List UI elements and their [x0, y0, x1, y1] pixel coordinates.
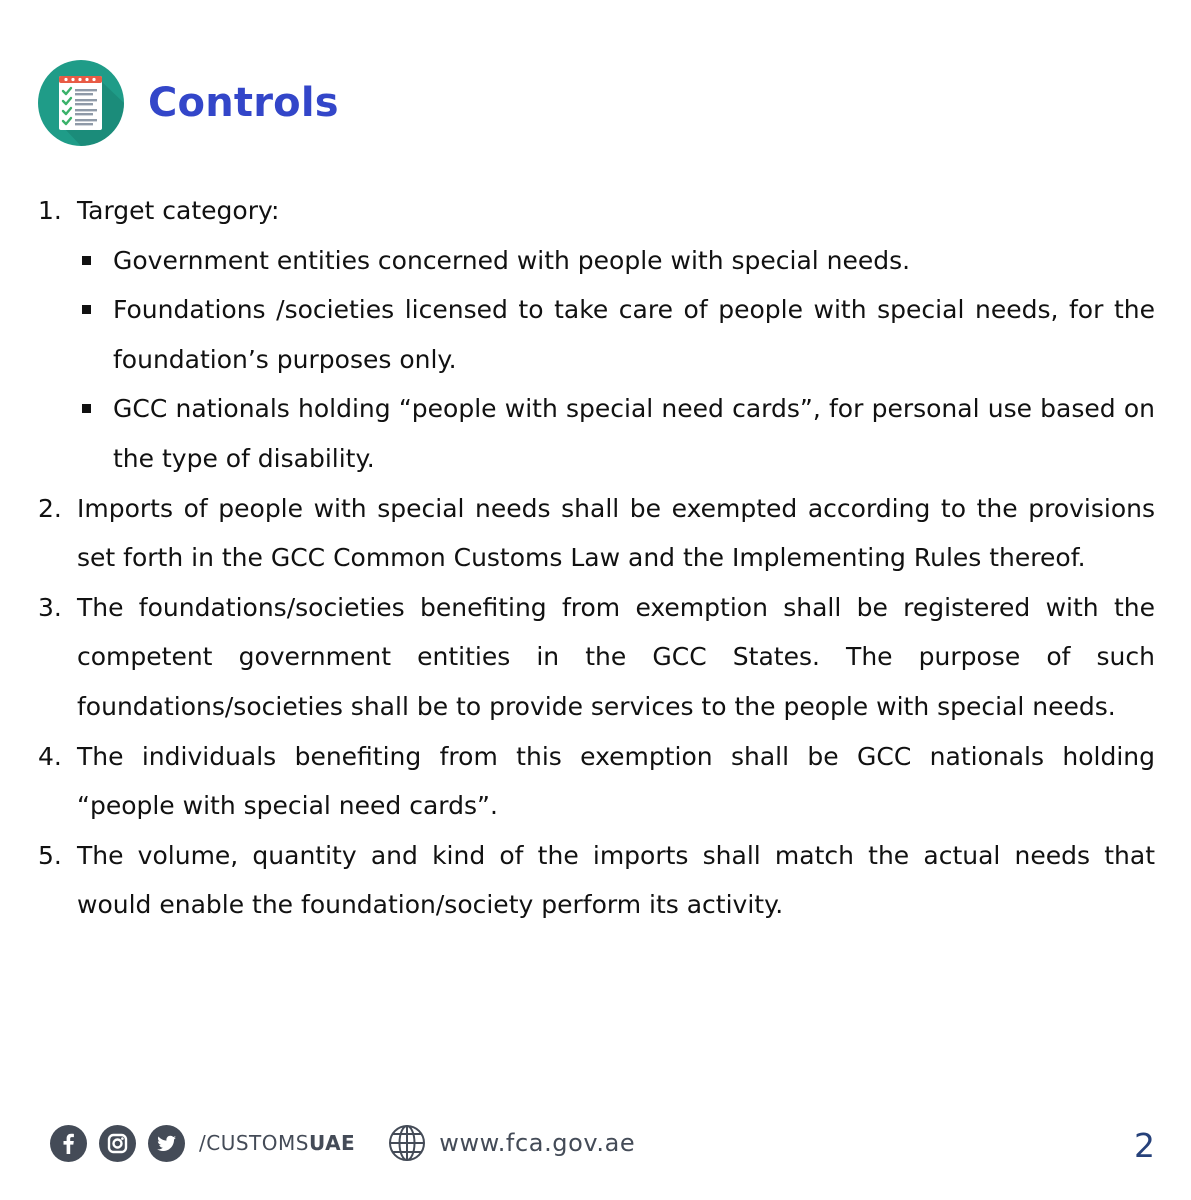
list-number: 1.	[38, 196, 62, 225]
social-handle-prefix: /CUSTOMS	[199, 1131, 309, 1155]
website-link[interactable]: www.fca.gov.ae	[439, 1129, 636, 1157]
facebook-icon[interactable]	[50, 1125, 87, 1162]
square-bullet-icon	[82, 404, 91, 413]
sub-list-item	[77, 285, 1155, 384]
list-item	[38, 484, 1155, 583]
list-number: 4.	[38, 741, 62, 771]
list-item	[38, 186, 1155, 484]
sub-list-item-text: Foundations /societies licensed to take care of people with special needs, for the foundation’s purposes only.	[113, 295, 1155, 374]
list-number: 5.	[38, 840, 62, 870]
sub-list-item	[77, 384, 1155, 483]
list-item	[38, 732, 1155, 831]
list-item-text: The individuals benefiting from this exemption shall be GCC nationals holding “people with special need cards”.	[77, 741, 1155, 821]
globe-icon	[387, 1123, 427, 1163]
square-bullet-icon	[82, 256, 91, 265]
square-bullet-icon	[82, 305, 91, 314]
social-handle[interactable]	[199, 1131, 355, 1155]
page-number: 2	[1134, 1126, 1155, 1165]
sub-list-item-text: GCC nationals holding “people with special need cards”, for personal use based on the type of disability.	[113, 394, 1155, 473]
list-item-text: Imports of people with special needs shall be exempted according to the provisions set forth in the GCC Common Customs Law and the Implementing Rules thereof.	[77, 493, 1155, 573]
list-item-text: The foundations/societies benefiting from exemption shall be registered with the competent government entities in the GCC States. The purpose of such foundations/societies shall be to provide services to the people with special needs.	[77, 592, 1155, 721]
page-header	[38, 60, 339, 146]
checklist-icon	[38, 60, 124, 146]
social-handle-suffix: UAE	[308, 1131, 356, 1155]
page-title: Controls	[148, 80, 339, 126]
list-item-text: The volume, quantity and kind of the imports shall match the actual needs that would enable the foundation/society perform its activity.	[77, 840, 1155, 920]
list-item	[38, 583, 1155, 732]
list-number: 3.	[38, 592, 62, 622]
list-item	[38, 831, 1155, 930]
page-footer	[50, 1122, 635, 1164]
twitter-icon[interactable]	[148, 1125, 185, 1162]
list-item-text: Target category:	[77, 196, 280, 225]
instagram-icon[interactable]	[99, 1125, 136, 1162]
sub-list-item-text: Government entities concerned with people with special needs.	[113, 245, 911, 275]
controls-list	[38, 186, 1155, 930]
sub-list-item	[77, 236, 1155, 286]
list-number: 2.	[38, 493, 62, 523]
